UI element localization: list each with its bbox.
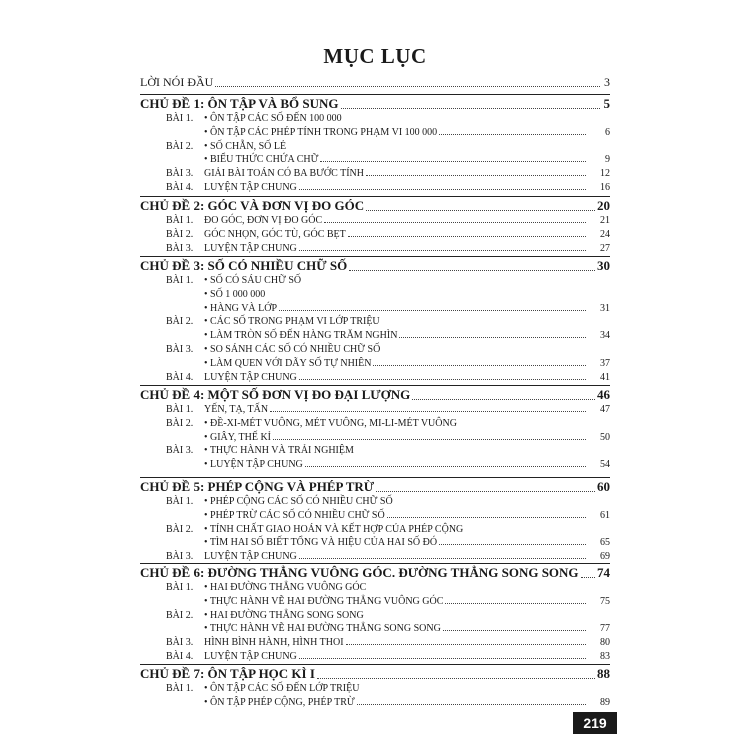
toc-entry	[140, 582, 610, 594]
lesson-title: • PHÉP TRỪ CÁC SỐ CÓ NHIỀU CHỮ SỐ	[204, 509, 385, 521]
toc-entry	[140, 127, 610, 139]
entry-text-wrap	[204, 683, 588, 694]
lesson-page: 50	[600, 431, 610, 443]
lesson-title: • TÍNH CHẤT GIAO HOÁN VÀ KẾT HỢP CỦA PHÉP CỘNG	[204, 523, 464, 535]
lesson-title: HÌNH BÌNH HÀNH, HÌNH THOI	[204, 637, 344, 649]
toc-entry	[140, 243, 610, 255]
dot-leader	[270, 410, 586, 412]
toc-entry	[140, 372, 610, 384]
chapter-heading-2	[140, 198, 610, 214]
lesson-number: BÀI 1.	[166, 496, 194, 507]
toc-entry	[140, 610, 610, 622]
dot-leader	[439, 133, 586, 135]
lesson-title: • ÔN TẬP CÁC PHÉP TÍNH TRONG PHẠM VI 100 000	[204, 126, 438, 138]
toc-entry	[140, 358, 610, 370]
entry-text-wrap	[204, 697, 588, 708]
lesson-title: • BIỂU THỨC CHỨA CHỮ	[204, 154, 319, 166]
intro-page: 3	[604, 75, 610, 89]
dot-leader	[299, 657, 586, 659]
dot-leader	[303, 282, 586, 283]
dot-leader	[366, 617, 586, 618]
dot-leader	[581, 576, 595, 578]
entry-text-wrap	[204, 229, 588, 240]
entry-text-wrap	[204, 316, 588, 327]
entry-text-wrap	[204, 303, 588, 314]
toc-entry	[140, 596, 610, 608]
lesson-title: • HAI ĐƯỜNG THẲNG VUÔNG GÓC	[204, 582, 367, 593]
lesson-page: 61	[600, 509, 610, 521]
lesson-page: 69	[600, 551, 610, 563]
chapter-heading-4	[140, 387, 610, 403]
chapter-page: 30	[597, 258, 610, 273]
toc-entry	[140, 418, 610, 430]
dot-leader	[445, 602, 586, 604]
lesson-page: 12	[600, 168, 610, 180]
entry-text-wrap	[204, 610, 588, 621]
lesson-page: 34	[600, 330, 610, 342]
lesson-title: • THỰC HÀNH VẼ HAI ĐƯỜNG THẲNG VUÔNG GÓC	[204, 595, 444, 607]
lesson-title: • ÔN TẬP CÁC SỐ ĐẾN 100 000	[204, 113, 342, 124]
dot-leader	[382, 323, 586, 324]
entry-text-wrap	[204, 127, 588, 138]
chapter-heading-5	[140, 479, 610, 495]
dot-leader	[387, 516, 586, 518]
lesson-number: BÀI 2.	[166, 609, 194, 621]
lesson-number: BÀI 3.	[166, 445, 194, 457]
toc-entry	[140, 537, 610, 549]
lesson-title: • SO SÁNH CÁC SỐ CÓ NHIỀU CHỮ SỐ	[204, 344, 381, 355]
lesson-title: LUYỆN TẬP CHUNG	[204, 651, 297, 662]
lesson-number: BÀI 4.	[166, 182, 194, 193]
lesson-page: 75	[600, 595, 610, 607]
entry-text-wrap	[204, 623, 588, 634]
lesson-number: BÀI 2.	[166, 523, 194, 535]
dot-leader	[346, 643, 586, 645]
lesson-number: BÀI 2.	[166, 228, 194, 240]
entry-text-wrap	[204, 182, 588, 193]
entry-text-wrap	[204, 113, 588, 124]
toc-entry	[140, 113, 610, 125]
entry-text-wrap	[204, 596, 588, 607]
page-number-badge: 219	[573, 712, 617, 734]
toc-entry	[140, 623, 610, 635]
lesson-page: 37	[600, 357, 610, 369]
lesson-page: 16	[600, 182, 610, 193]
chapter-divider	[140, 385, 610, 386]
lesson-title: • SỐ CHẴN, SỐ LẺ	[204, 140, 287, 152]
chapter-title: CHỦ ĐỀ 4: MỘT SỐ ĐƠN VỊ ĐO ĐẠI LƯỢNG	[140, 387, 411, 402]
chapter-page: 60	[597, 479, 610, 494]
lesson-number: BÀI 2.	[166, 316, 194, 328]
lesson-number: BÀI 1.	[166, 683, 194, 694]
toc-entry	[140, 651, 610, 663]
chapter-divider	[140, 664, 610, 665]
lesson-title: GIẢI BÀI TOÁN CÓ BA BƯỚC TÍNH	[204, 168, 364, 180]
toc-entry	[140, 637, 610, 649]
toc-entry	[140, 445, 610, 457]
entry-text-wrap	[204, 154, 588, 165]
dot-leader	[299, 188, 586, 190]
chapter-page: 20	[597, 198, 610, 213]
dot-leader	[341, 107, 600, 109]
chapter-divider	[140, 256, 610, 257]
entry-text-wrap	[204, 651, 588, 662]
dot-leader	[443, 629, 586, 631]
dot-leader	[366, 209, 595, 211]
lesson-title: • THỰC HÀNH VẼ HAI ĐƯỜNG THẲNG SONG SONG	[204, 623, 441, 635]
toc-entry	[140, 697, 610, 709]
lesson-page: 31	[600, 302, 610, 314]
toc-entry	[140, 524, 610, 536]
lesson-page: 9	[605, 154, 610, 166]
lesson-number: BÀI 3.	[166, 344, 194, 355]
lesson-title: • GIÂY, THẾ KỈ	[204, 431, 272, 443]
lesson-number: BÀI 2.	[166, 140, 194, 152]
toc-entry	[140, 141, 610, 153]
lesson-title: ĐO GÓC, ĐƠN VỊ ĐO GÓC	[204, 215, 323, 226]
dot-leader	[399, 336, 586, 338]
toc-entry	[140, 344, 610, 356]
dot-leader	[273, 438, 586, 440]
dot-leader	[357, 703, 586, 705]
dot-leader	[215, 85, 600, 87]
lesson-page: 6	[605, 126, 610, 138]
lesson-page: 65	[600, 537, 610, 549]
lesson-title: • HÀNG VÀ LỚP	[204, 302, 278, 314]
dot-leader	[279, 309, 586, 311]
lesson-title: LUYỆN TẬP CHUNG	[204, 371, 297, 383]
lesson-title: • TÌM HAI SỐ BIẾT TỔNG VÀ HIỆU CỦA HAI SỐ ĐÓ	[204, 537, 438, 549]
dot-leader	[356, 452, 586, 453]
lesson-page: 83	[600, 651, 610, 662]
entry-text-wrap	[204, 418, 588, 429]
lesson-title: LUYỆN TẬP CHUNG	[204, 551, 297, 563]
entry-text-wrap	[204, 372, 588, 383]
dot-leader	[299, 249, 586, 251]
lesson-title: • ĐỀ-XI-MÉT VUÔNG, MÉT VUÔNG, MI-LI-MÉT VUÔNG	[204, 417, 457, 429]
dot-leader	[299, 378, 586, 380]
lesson-page: 89	[600, 696, 610, 708]
toc-intro-row	[140, 75, 610, 90]
lesson-page: 77	[600, 623, 610, 635]
chapter-divider	[140, 196, 610, 197]
lesson-title: • HAI ĐƯỜNG THẲNG SONG SONG	[204, 609, 364, 621]
entry-text-wrap	[204, 404, 588, 415]
entry-text-wrap	[204, 330, 588, 341]
toc-entry	[140, 316, 610, 328]
dot-leader	[344, 120, 586, 121]
lesson-title: • PHÉP CỘNG CÁC SỐ CÓ NHIỀU CHỮ SỐ	[204, 496, 393, 507]
entry-text-wrap	[204, 275, 588, 286]
lesson-number: BÀI 3.	[166, 551, 194, 563]
toc-entry	[140, 303, 610, 315]
chapter-page: 74	[597, 565, 610, 580]
lesson-title: • CÁC SỐ TRONG PHẠM VI LỚP TRIỆU	[204, 316, 380, 328]
chapter-heading-1	[140, 96, 610, 112]
entry-text-wrap	[204, 215, 588, 226]
chapter-title: CHỦ ĐỀ 5: PHÉP CỘNG VÀ PHÉP TRỪ	[140, 479, 375, 494]
lesson-title: • LÀM QUEN VỚI DÃY SỐ TỰ NHIÊN	[204, 357, 372, 369]
toc-entry	[140, 551, 610, 563]
lesson-number: BÀI 3.	[166, 242, 194, 254]
lesson-page: 80	[600, 637, 610, 649]
lesson-title: • ÔN TẬP CÁC SỐ ĐẾN LỚP TRIỆU	[204, 683, 360, 694]
lesson-title: LUYỆN TẬP CHUNG	[204, 182, 297, 193]
toc-entry	[140, 683, 610, 695]
lesson-title: GÓC NHỌN, GÓC TÙ, GÓC BẸT	[204, 228, 346, 240]
chapter-divider	[140, 563, 610, 564]
dot-leader	[376, 490, 595, 492]
chapter-title: CHỦ ĐỀ 1: ÔN TẬP VÀ BỔ SUNG	[140, 96, 339, 111]
chapter-page: 46	[597, 387, 610, 402]
lesson-number: BÀI 1.	[166, 582, 194, 593]
toc-entry	[140, 432, 610, 444]
lesson-number: BÀI 4.	[166, 651, 194, 662]
toc-entry	[140, 168, 610, 180]
dot-leader	[395, 503, 586, 504]
chapter-divider	[140, 94, 610, 95]
entry-text-wrap	[204, 637, 588, 648]
lesson-number: BÀI 2.	[166, 417, 194, 429]
entry-text-wrap	[204, 141, 588, 152]
chapter-title: CHỦ ĐỀ 3: SỐ CÓ NHIỀU CHỮ SỐ	[140, 258, 348, 273]
chapter-title: CHỦ ĐỀ 6: ĐƯỜNG THẲNG VUÔNG GÓC. ĐƯỜNG THẲNG SONG SONG	[140, 565, 579, 580]
dot-leader	[288, 148, 586, 149]
dot-leader	[317, 677, 595, 679]
entry-text-wrap	[204, 582, 588, 593]
toc-entry	[140, 404, 610, 416]
dot-leader	[324, 221, 586, 223]
chapter-heading-7	[140, 666, 610, 682]
toc-entry	[140, 215, 610, 227]
chapter-page: 88	[597, 666, 610, 681]
dot-leader	[305, 465, 586, 467]
lesson-number: BÀI 1.	[166, 215, 194, 226]
lesson-title: • LUYỆN TẬP CHUNG	[204, 459, 303, 471]
toc-entry	[140, 496, 610, 508]
dot-leader	[366, 174, 586, 176]
entry-text-wrap	[204, 168, 588, 179]
lesson-title: • ÔN TẬP PHÉP CỘNG, PHÉP TRỪ	[204, 696, 355, 708]
entry-text-wrap	[204, 510, 588, 521]
lesson-number: BÀI 1.	[166, 404, 194, 415]
chapter-title: CHỦ ĐỀ 2: GÓC VÀ ĐƠN VỊ ĐO GÓC	[140, 198, 365, 213]
dot-leader	[299, 557, 586, 559]
page-title: MỤC LỤC	[323, 44, 427, 68]
dot-leader	[459, 425, 586, 426]
lesson-number: BÀI 3.	[166, 168, 194, 180]
lesson-title: • LÀM TRÒN SỐ ĐẾN HÀNG TRĂM NGHÌN	[204, 330, 398, 342]
entry-text-wrap	[204, 551, 588, 562]
toc-entry	[140, 154, 610, 166]
entry-text-wrap	[204, 289, 588, 300]
dot-leader	[361, 690, 586, 691]
entry-text-wrap	[204, 344, 588, 355]
toc-entry	[140, 229, 610, 241]
chapter-page: 5	[603, 96, 610, 111]
toc-entry	[140, 275, 610, 287]
toc-entry	[140, 459, 610, 471]
lesson-page: 21	[600, 215, 610, 226]
toc-entry	[140, 330, 610, 342]
lesson-page: 27	[600, 242, 610, 254]
dot-leader	[412, 398, 595, 400]
chapter-heading-3	[140, 258, 610, 274]
entry-text-wrap	[204, 496, 588, 507]
dot-leader	[465, 531, 586, 532]
lesson-title: YẾN, TẠ, TẤN	[204, 404, 269, 415]
dot-leader	[439, 543, 586, 545]
intro-label: LỜI NÓI ĐẦU	[140, 75, 214, 89]
chapter-heading-6	[140, 565, 610, 581]
lesson-number: BÀI 1.	[166, 275, 194, 286]
dot-leader	[368, 589, 586, 590]
entry-text-wrap	[204, 432, 588, 443]
lesson-page: 41	[600, 371, 610, 383]
entry-text-wrap	[204, 358, 588, 369]
lesson-number: BÀI 1.	[166, 113, 194, 124]
entry-text-wrap	[204, 445, 588, 456]
dot-leader	[349, 269, 595, 271]
entry-text-wrap	[204, 524, 588, 535]
dot-leader	[373, 364, 586, 366]
toc-entry	[140, 510, 610, 522]
toc-entry	[140, 289, 610, 301]
lesson-page: 24	[600, 228, 610, 240]
chapter-divider	[140, 477, 610, 478]
lesson-page: 47	[600, 404, 610, 415]
lesson-number: BÀI 4.	[166, 371, 194, 383]
dot-leader	[348, 235, 586, 237]
lesson-title: • SỐ CÓ SÁU CHỮ SỐ	[204, 275, 302, 286]
lesson-title: • THỰC HÀNH VÀ TRẢI NGHIỆM	[204, 445, 354, 457]
entry-text-wrap	[204, 537, 588, 548]
chapter-title: CHỦ ĐỀ 7: ÔN TẬP HỌC KÌ I	[140, 666, 315, 681]
lesson-title: LUYỆN TẬP CHUNG	[204, 242, 297, 254]
lesson-title: • SỐ 1 000 000	[204, 288, 266, 300]
dot-leader	[382, 351, 586, 352]
entry-text-wrap	[204, 243, 588, 254]
lesson-page: 54	[600, 459, 610, 471]
lesson-number: BÀI 3.	[166, 637, 194, 649]
entry-text-wrap	[204, 459, 588, 470]
dot-leader	[267, 296, 586, 297]
dot-leader	[320, 160, 586, 162]
toc-entry	[140, 182, 610, 194]
